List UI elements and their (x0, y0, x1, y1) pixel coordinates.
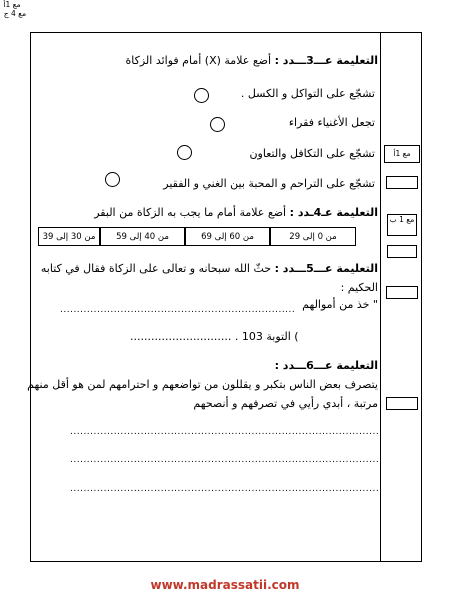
q6-line-2: مرتبة ، أبدي رأيي في تصرفهم و أنصحهم (193, 397, 378, 410)
q4-title: التعليمة عـ4ـدد : (289, 206, 378, 219)
q3-item-2: تجعل الأغنياء فقراء (288, 116, 375, 129)
q5-surah-ref: ) التوبة 103 . (234, 330, 299, 343)
q5-quote-end (130, 330, 299, 343)
q3-item-1: تشجّع على التواكل و الكسل . (240, 87, 375, 100)
q4-option-3[interactable]: من 40 إلى 59 (100, 227, 185, 246)
q3-checkbox-3[interactable] (177, 145, 192, 160)
q6-answer-line-2[interactable]: ............................................................................................ (70, 455, 380, 465)
q6-title: التعليمة عـــ6ـــدد : (274, 359, 378, 372)
criteria-label-4: مع 4 ج (3, 9, 27, 18)
q5-header (41, 262, 378, 275)
q4-option-1[interactable]: من 0 إلى 29 (270, 227, 356, 246)
q4-header (94, 206, 378, 219)
q6-line-1: يتصرف بعض الناس بتكبر و يقللون من تواضعهم و احترامهم لمن هو أقل منهم (27, 378, 378, 391)
score-box-1[interactable] (386, 176, 418, 189)
q3-checkbox-4[interactable] (105, 172, 120, 187)
q5-text-2: الحكيم : (340, 281, 378, 294)
q4-option-2[interactable]: من 60 إلى 69 (185, 227, 270, 246)
site-footer[interactable]: www.madrassatii.com (150, 578, 300, 592)
criteria-label-2: مع 1 ب (387, 214, 417, 236)
criteria-label-3: مع 1أ (3, 0, 21, 9)
q3-instruction: أضع علامة (X) أمام فوائد الزكاة (125, 54, 272, 67)
criteria-label-1: مع 1أ (384, 145, 420, 163)
q3-checkbox-2[interactable] (210, 117, 225, 132)
q3-checkbox-1[interactable] (194, 88, 209, 103)
exam-frame (30, 32, 422, 562)
score-box-4[interactable] (386, 397, 418, 410)
q5-text: حثّ الله سبحانه و تعالى على الزكاة فقال في كتابه (40, 262, 272, 275)
q6-answer-line-3[interactable]: ............................................................................................ (70, 484, 380, 494)
q4-option-4[interactable]: من 30 إلى 39 (38, 227, 100, 246)
q3-item-4: تشجّع على التراحم و المحبة بين الغني و الفقير (163, 177, 375, 190)
q4-instruction: أضع علامة أمام ما يجب به الزكاة من البقر (94, 206, 287, 219)
q5-title: التعليمة عـــ5ـــدد : (274, 262, 378, 275)
q5-answer-line-1[interactable]: ...................................................................... (60, 305, 296, 315)
q3-title: التعليمة عـــ3ـــدد : (274, 54, 378, 67)
q3-item-3: تشجّع على التكافل والتعاون (249, 147, 375, 160)
score-box-2[interactable] (387, 245, 417, 258)
score-box-3[interactable] (386, 286, 418, 299)
q5-answer-line-2[interactable]: ............................. (130, 330, 232, 343)
q5-quote-start: " خذ من أموالهم (302, 298, 378, 311)
q3-header (126, 54, 378, 67)
q6-answer-line-1[interactable]: ............................................................................................ (70, 427, 380, 437)
